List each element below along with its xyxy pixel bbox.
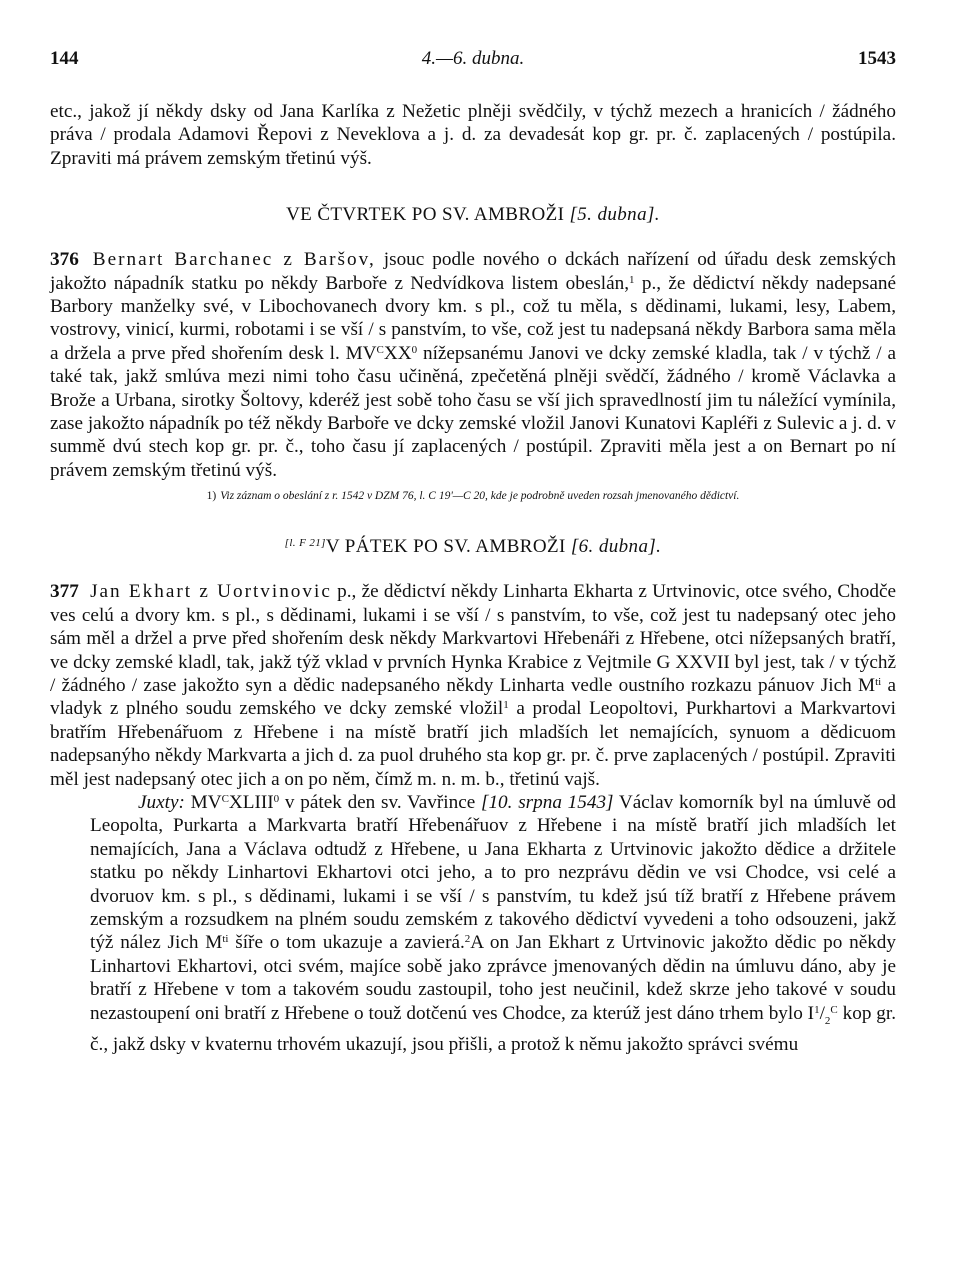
superscript: 0 (411, 343, 418, 356)
entry-text: p., že dědictví někdy nadepsané Barbory manželky své, v Libochovanech dvory km. s pl., což tu měla, s dědinami, lukami, lesy, Labem, vostrovy, vinicí, kurmi, robotami i se vší / s panstvím, to vše, což jest tu nadepsaná někdy Barbora sama měla a držela a prve před shořením desk l. MV (50, 272, 896, 364)
superscript: ti (875, 675, 882, 688)
intro-paragraph: etc., jakož jí někdy dsky od Jana Karlíka z Nežetic plněji svědčily, v týchž mezech a hranicích / žádného práva / prodala Adamovi Řepovi z Neveklova a j. d. za devadesát kop gr. pr. č. zaplacených / postúpila. Zpraviti má právem zemským třetinú výš. (50, 101, 896, 169)
section-heading-text: V PÁTEK PO SV. AMBROŽI (325, 536, 566, 558)
running-head-dates: 4.—6. dubna. (421, 48, 525, 69)
fraction-slash: / (819, 1002, 825, 1024)
superscript: C (221, 792, 229, 805)
entry-377 (50, 580, 896, 791)
superscript: ti (222, 933, 229, 946)
entry-text: XX (383, 342, 412, 364)
juxty-text: MV (190, 791, 222, 813)
juxty-text: kop gr. č., jakž dsky v kvaternu trhovém ukazují, jsou přišli, a protož k němu jakožto správci svému (90, 1002, 896, 1055)
section-heading-date: [5. dubna]. (569, 204, 660, 226)
entry-text: a vladyk z plného soudu zemského ve dcky zemské vložil (50, 674, 896, 720)
entry-text: níže​psanému Janovi ve dcky zemské kladla, tak / v týchž / a také tak, jakž smlúva mezi nimi toho času učiněná, zpečetěná plněji svědčí, žádného / kromě Václavka a Brože a Urbana, sirotky Šoltovy, kderéž jest sobě toho času se vší jich spravedlností jim tu náležící vymínila, zase jakožto nápadník po též někdy Barboře ve dcky zemské vložil Janovi Kunatovi Kapléři z Sulevic a j. d. v summě dvú stech kop gr. pr. č., toho času jí zaplacených / postúpil. Zpraviti měla jest a on Bernart po ní právem zemským třetinú výš. (50, 342, 896, 481)
running-head-year: 1543 (858, 48, 896, 69)
juxty-text: XLIII (228, 791, 274, 813)
section-heading-thursday (50, 204, 896, 226)
section-heading-friday (50, 536, 896, 558)
entry-person: Bernart Barchanec z Baršov, (92, 249, 376, 271)
folio-reference: [l. F 21] (284, 537, 326, 550)
juxty-text: Václav komorník byl na úmluvě od Leopolta, Purkarta a Markvarta bratří Hřebenářuov z Hřebene i na místě bratří jich mladších let nemajících, Jana a Václava odtudž z Hřebene, u Jana Ekharta z Urtvinovic jakožto dědice a držitele statku po někdy Linhartovi Ekhartovi otci jeho, a to pro nezprávu dědin ve vsi Chodce, vsi celé a dvoruov km. s pl., s dědinami, lukami i se vší / s panstvím, tu kdež jsú tíž bratří z Hřebene právem zemským a rozsudkem na plném soudu zemském z takového dědictví vyvedeni a toho odsouzeni, jakž týž nález Jich M (90, 791, 897, 954)
footnote-ref: 1 (629, 273, 635, 286)
superscript: 0 (273, 792, 280, 805)
entry-number: 377 (50, 581, 79, 603)
entry-number: 376 (50, 249, 79, 271)
superscript: 1 (814, 1003, 820, 1016)
section-heading-date: [6. dubna]. (570, 536, 662, 558)
juxty-text: v pátek den sv. Vavřince (284, 791, 476, 813)
entry-person: Jan Ekhart z Uortvinovic (90, 581, 332, 603)
juxty-label: Juxty: (138, 791, 185, 813)
superscript: C (376, 343, 384, 356)
subscript: 2 (824, 1014, 831, 1027)
page-number: 144 (50, 48, 79, 69)
entry-text: jsouc podle nového o dckách nařízení od úřadu desk zemských jakožto nápadník statku po někdy Barboře z Nedvídkova listem obeslán, (50, 249, 896, 294)
juxty-date: [10. srpna 1543] (481, 791, 614, 813)
footnote-ref: 2 (464, 933, 471, 946)
entry-text: a prodal Leopoltovi, Purkhartovi a Markvartovi bratřím Hřebenářuom z Hřebene i na místě bratří jich mladších let nemajících, synuom a dědicuom nadepsanýho někdy Markvarta a jich d. za puol druhého sta kop gr. pr. č. prve zaplacených / postúpil. Zpraviti měl jest nadepsaný otec jich a on po něm, čímž m. n. m. b., třetinú vajš. (50, 698, 897, 790)
entry-376 (50, 248, 896, 482)
page (50, 48, 896, 1056)
juxty-block (90, 791, 896, 1056)
running-head (50, 48, 896, 82)
superscript: C (830, 1003, 838, 1016)
section-heading-text: VE ČTVRTEK PO SV. AMBROŽI (286, 204, 565, 226)
juxty-paragraph (50, 791, 896, 1056)
juxty-text: šíře o tom ukazuje a zavierá. (235, 932, 465, 954)
footnote-text: Viz záznam o obeslání z r. 1542 v DZM 76, l. C 19'—C 20, kde je podrobně uveden rozsah jmenovaného dědictví. (220, 490, 740, 503)
footnote-ref: 1 (503, 699, 509, 712)
juxty-text: A on Jan Ekhart z Urtvinovic jakožto dědic po někdy Linhartovi Ekhartovi, otci svém, majíce sobě jako zprávce jmenovaných dědin na úmluvu dáno, aby je bratří z Hřebene v tom a takovém soudu zastoupil, toho jest neučinil, kdež skrze jeho takové v soudu nezastoupení oni bratří z Hřebene o touž dotčenú ves Chodce, za kterúž jest dáno trhem bylo I (90, 932, 896, 1024)
entry-text: p., že dědictví někdy Linharta Ekharta z Urtvinovic, otce svého, Chodče ves celú a dvory km. s pl., s dědinami, lukami i se vší / s panstvím, to vše, což jest tu nadepsaný otec jeho sám měl a držel a prve před shořením desk někdy Markvartovi Hřebenáři z Hřebene, otci níže​psaných bratří, ve dcky zemské kladl, tak, jakž týž vklad v prvních Hynka Krabice z Vejtmile G XXVII byl jest, tak / v týchž / žádného / zase jakožto syn a dědic nadepsaného někdy Linharta vedle oustního rozkazu pánuov Jich M (50, 581, 896, 696)
footnote (50, 490, 896, 502)
footnote-mark: 1) (206, 490, 217, 503)
